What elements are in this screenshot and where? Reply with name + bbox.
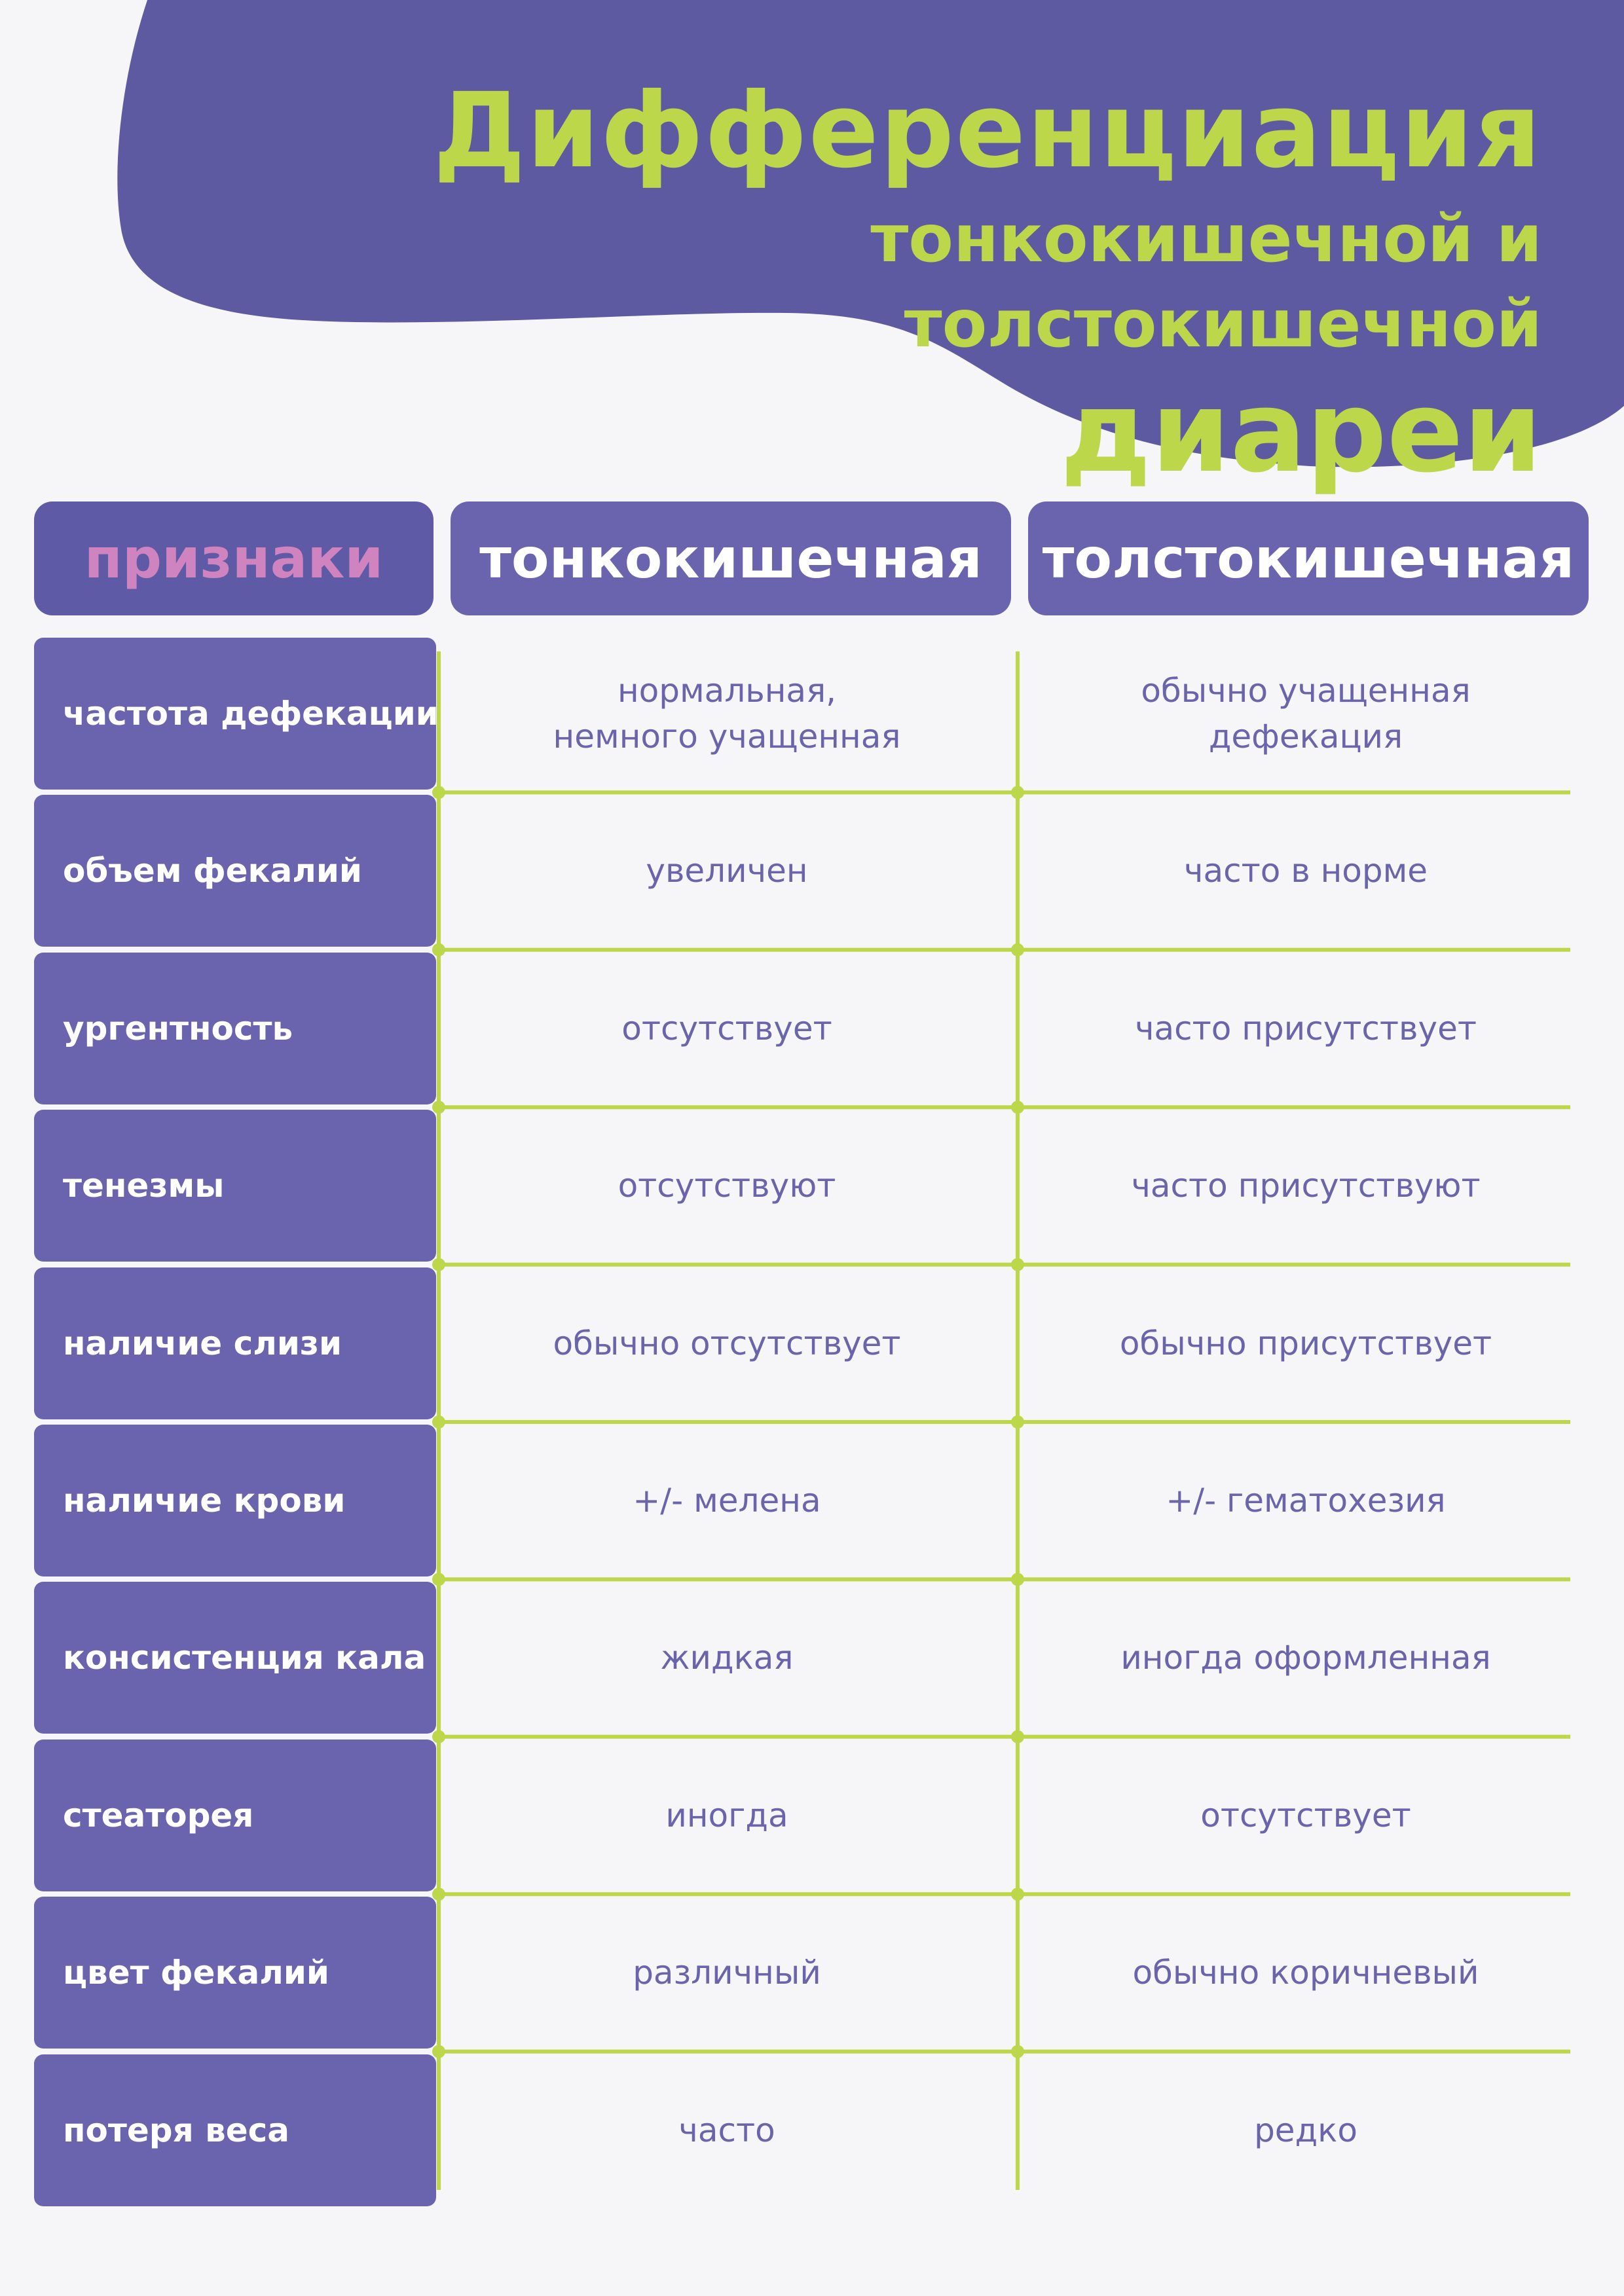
table-row bbox=[0, 638, 1624, 795]
title-line-1: Дифференциация bbox=[433, 71, 1542, 191]
cell-small-intestine: часто bbox=[678, 2111, 775, 2149]
cell-small-intestine: различный bbox=[633, 1954, 821, 1992]
title-line-3: диареи bbox=[1060, 366, 1542, 498]
table-row bbox=[0, 1897, 1624, 2054]
table-row bbox=[0, 1740, 1624, 1897]
cell-small-intestine: увеличен bbox=[646, 852, 808, 890]
row-feature-label: наличие слизи bbox=[34, 1267, 436, 1419]
table-row bbox=[0, 1582, 1624, 1739]
cell-large-intestine: отсутствует bbox=[1200, 1796, 1411, 1834]
cell-large-intestine: обычно учащенная дефекация bbox=[1141, 672, 1471, 756]
cell-large-intestine: обычно присутствует bbox=[1119, 1324, 1492, 1362]
row-feature-label: ургентность bbox=[34, 953, 436, 1104]
cell-large-intestine: обычно коричневый bbox=[1132, 1954, 1479, 1992]
cell-large-intestine: часто присутствует bbox=[1135, 1009, 1477, 1048]
header-large-intestine: толстокишечная bbox=[1028, 501, 1589, 615]
cell-large-intestine: часто присутствуют bbox=[1131, 1167, 1481, 1205]
table-row bbox=[0, 1425, 1624, 1582]
row-feature-label: потеря веса bbox=[34, 2054, 436, 2206]
table-row bbox=[0, 1267, 1624, 1425]
cell-large-intestine: иногда оформленная bbox=[1120, 1639, 1491, 1677]
title-line-2: тонкокишечной и толстокишечной bbox=[870, 200, 1542, 362]
table-row bbox=[0, 795, 1624, 952]
cell-small-intestine: отсутствует bbox=[621, 1009, 832, 1048]
cell-large-intestine: редко bbox=[1254, 2111, 1357, 2149]
page-title bbox=[232, 65, 1542, 498]
header-small-intestine: тонкокишечная bbox=[451, 501, 1011, 615]
cell-small-intestine: жидкая bbox=[660, 1639, 794, 1677]
cell-small-intestine: нормальная, немного учащенная bbox=[553, 672, 901, 756]
cell-small-intestine: обычно отсутствует bbox=[553, 1324, 901, 1362]
cell-small-intestine: иногда bbox=[665, 1796, 788, 1834]
table-row bbox=[0, 2054, 1624, 2212]
cell-small-intestine: отсутствуют bbox=[618, 1167, 836, 1205]
table-row bbox=[0, 953, 1624, 1110]
row-feature-label: консистенция кала bbox=[34, 1582, 436, 1734]
table-row bbox=[0, 1110, 1624, 1267]
row-feature-label: стеаторея bbox=[34, 1740, 436, 1891]
row-feature-label: тенезмы bbox=[34, 1110, 436, 1262]
row-feature-label: объем фекалий bbox=[34, 795, 436, 947]
header-features: признаки bbox=[34, 501, 434, 615]
row-feature-label: наличие крови bbox=[34, 1425, 436, 1576]
row-feature-label: частота дефекации bbox=[34, 638, 436, 790]
cell-large-intestine: +/- гематохезия bbox=[1166, 1482, 1446, 1520]
cell-small-intestine: +/- мелена bbox=[633, 1482, 821, 1520]
cell-large-intestine: часто в норме bbox=[1183, 852, 1428, 890]
row-feature-label: цвет фекалий bbox=[34, 1897, 436, 2049]
